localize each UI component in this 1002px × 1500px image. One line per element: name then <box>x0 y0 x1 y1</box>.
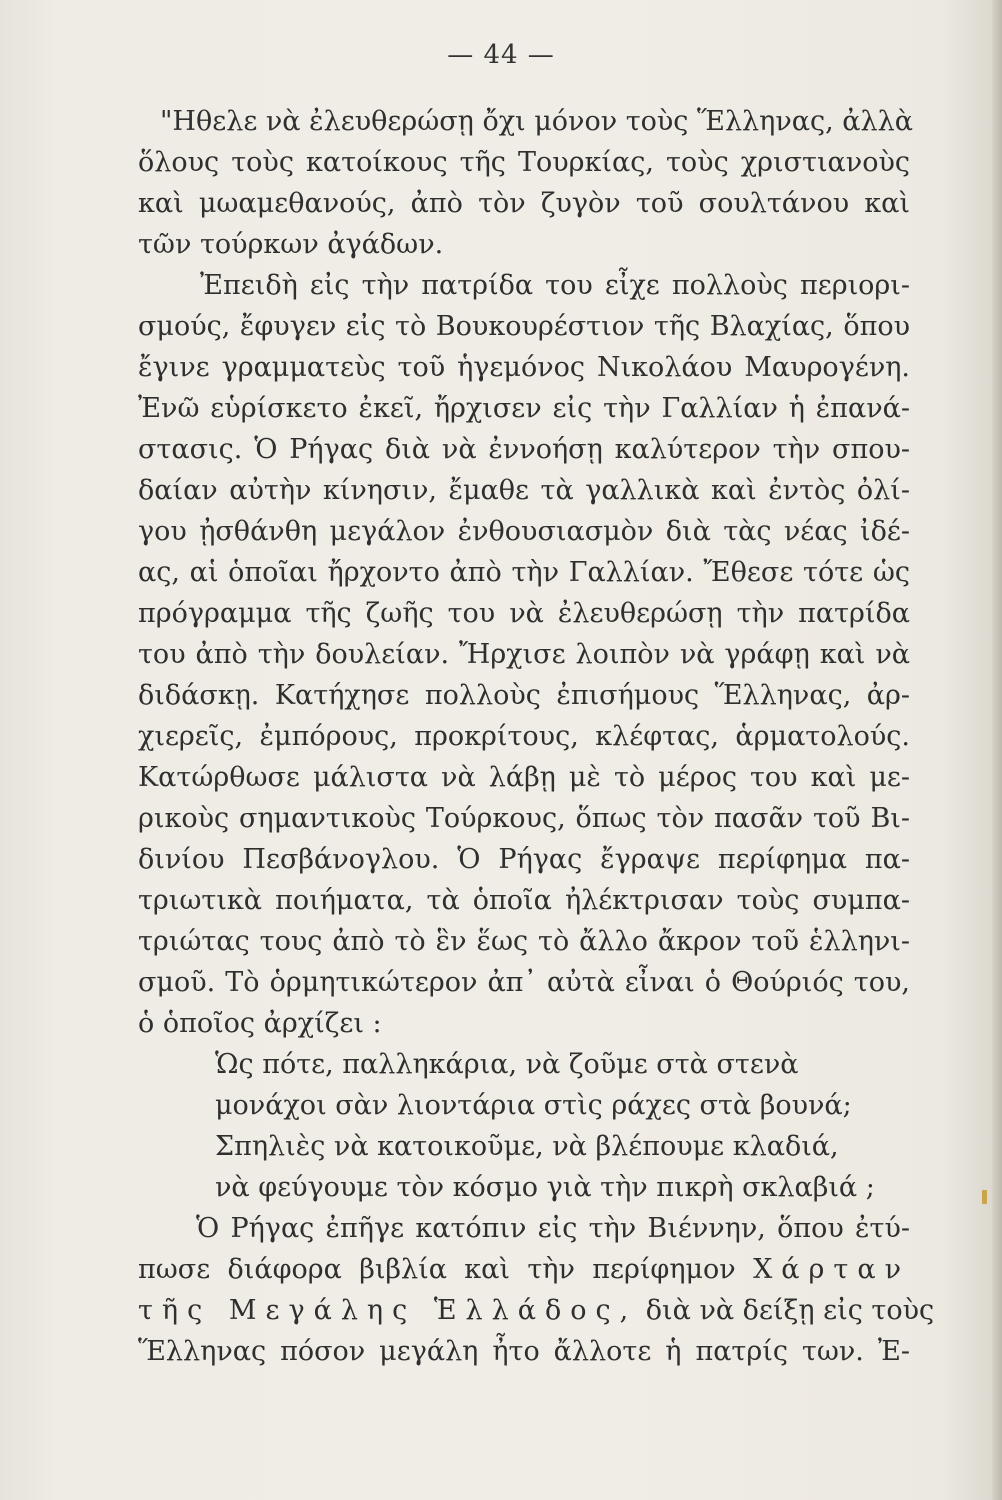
text-line: σμοῦ. Τὸ ὁρμητικώτερον ἀπ᾿ αὐτὰ εἶναι ὁ Θούριός του, <box>138 967 910 998</box>
text-line: χιερεῖς, ἐμπόρους, προκρίτους, κλέφτας, ἁρματολούς. <box>138 721 910 752</box>
text-line: δινίου Πεσβάνογλου. Ὁ Ρήγας ἔγραψε περίφημα πα- <box>138 844 910 875</box>
text-line <box>138 1293 935 1329</box>
verse-line: Ὡς πότε, παλληκάρια, νὰ ζοῦμε στὰ στενὰ <box>215 1049 799 1080</box>
text-line: διδάσκῃ. Κατήχησε πολλοὺς ἐπισήμους Ἕλληνας, ἀρ- <box>138 680 910 711</box>
verse-line: Σπηλιὲς νὰ κατοικοῦμε, νὰ βλέπουμε κλαδιά, <box>215 1131 839 1162</box>
text-line: σμούς, ἔφυγεν εἰς τὸ Βουκουρέστιον τῆς Βλαχίας, ὅπου <box>138 311 910 342</box>
text-line: "Ηθελε νὰ ἐλευθερώσῃ ὄχι μόνον τοὺς Ἕλληνας, ἀλλὰ <box>160 106 913 137</box>
text-line <box>138 1252 910 1288</box>
text-line: Ἐνῶ εὑρίσκετο ἐκεῖ, ἤρχισεν εἰς τὴν Γαλλίαν ἡ ἐπανά- <box>138 393 910 424</box>
page-edge-shadow <box>992 0 1002 1500</box>
verse-line: μονάχοι σὰν λιοντάρια στὶς ράχες στὰ βουνά; <box>215 1090 852 1121</box>
text-line: ὅλους τοὺς κατοίκους τῆς Τουρκίας, τοὺς χριστιανοὺς <box>138 147 910 178</box>
text-line: ρικοὺς σημαντικοὺς Τούρκους, ὅπως τὸν πασᾶν τοῦ Βι- <box>138 803 910 834</box>
paper-stain <box>982 1190 987 1204</box>
text-segment: πωσε διάφορα βιβλία καὶ τὴν περίφημον <box>138 1254 736 1285</box>
text-line: ας, αἱ ὁποῖαι ἤρχοντο ἀπὸ τὴν Γαλλίαν. Ἔθεσε τότε ὡς <box>138 557 910 588</box>
page-number: — 44 — <box>447 40 555 70</box>
text-segment: διὰ νὰ δείξῃ εἰς τοὺς <box>645 1295 935 1326</box>
text-line: ἔγινε γραμματεὺς τοῦ ἡγεμόνος Νικολάου Μαυρογένη. <box>138 352 910 383</box>
text-line: του ἀπὸ τὴν δουλείαν. Ἤρχισε λοιπὸν νὰ γράφῃ καὶ νὰ <box>138 639 910 670</box>
text-line: πρόγραμμα τῆς ζωῆς του νὰ ἐλευθερώσῃ τὴν πατρίδα <box>138 598 910 629</box>
map-title-spaced: τῆς Μεγάλης Ἑλλάδος, <box>138 1295 638 1326</box>
text-line: Ἕλληνας πόσον μεγάλη ἦτο ἄλλοτε ἡ πατρίς των. Ἐ- <box>138 1336 910 1367</box>
text-line: δαίαν αὐτὴν κίνησιν, ἔμαθε τὰ γαλλικὰ καὶ ἐντὸς ὀλί- <box>138 475 910 506</box>
text-line: τῶν τούρκων ἀγάδων. <box>138 229 444 260</box>
text-line: Ἐπειδὴ εἰς τὴν πατρίδα του εἶχε πολλοὺς περιορι- <box>200 270 910 301</box>
text-line: ὁ ὁποῖος ἀρχίζει : <box>138 1008 382 1039</box>
text-line: καὶ μωαμεθανούς, ἀπὸ τὸν ζυγὸν τοῦ σουλτάνου καὶ <box>138 188 910 219</box>
map-title-spaced: Χάρταν <box>753 1254 910 1285</box>
text-line: τριωτικὰ ποιήματα, τὰ ὁποῖα ἠλέκτρισαν τοὺς συμπα- <box>138 885 910 916</box>
verse-line: νὰ φεύγουμε τὸν κόσμο γιὰ τὴν πικρὴ σκλαβιά ; <box>215 1172 875 1203</box>
text-line: στασις. Ὁ Ρήγας διὰ νὰ ἐννοήσῃ καλύτερον τὴν σπου- <box>138 434 910 465</box>
text-line: Κατώρθωσε μάλιστα νὰ λάβῃ μὲ τὸ μέρος του καὶ με- <box>138 762 910 793</box>
text-line: γου ᾐσθάνθη μεγάλον ἐνθουσιασμὸν διὰ τὰς νέας ἰδέ- <box>138 516 910 547</box>
text-line: τριώτας τους ἀπὸ τὸ ἓν ἕως τὸ ἄλλο ἄκρον τοῦ ἑλληνι- <box>138 926 910 957</box>
text-line: Ὁ Ρήγας ἐπῆγε κατόπιν εἰς τὴν Βιέννην, ὅπου ἐτύ- <box>196 1213 910 1244</box>
